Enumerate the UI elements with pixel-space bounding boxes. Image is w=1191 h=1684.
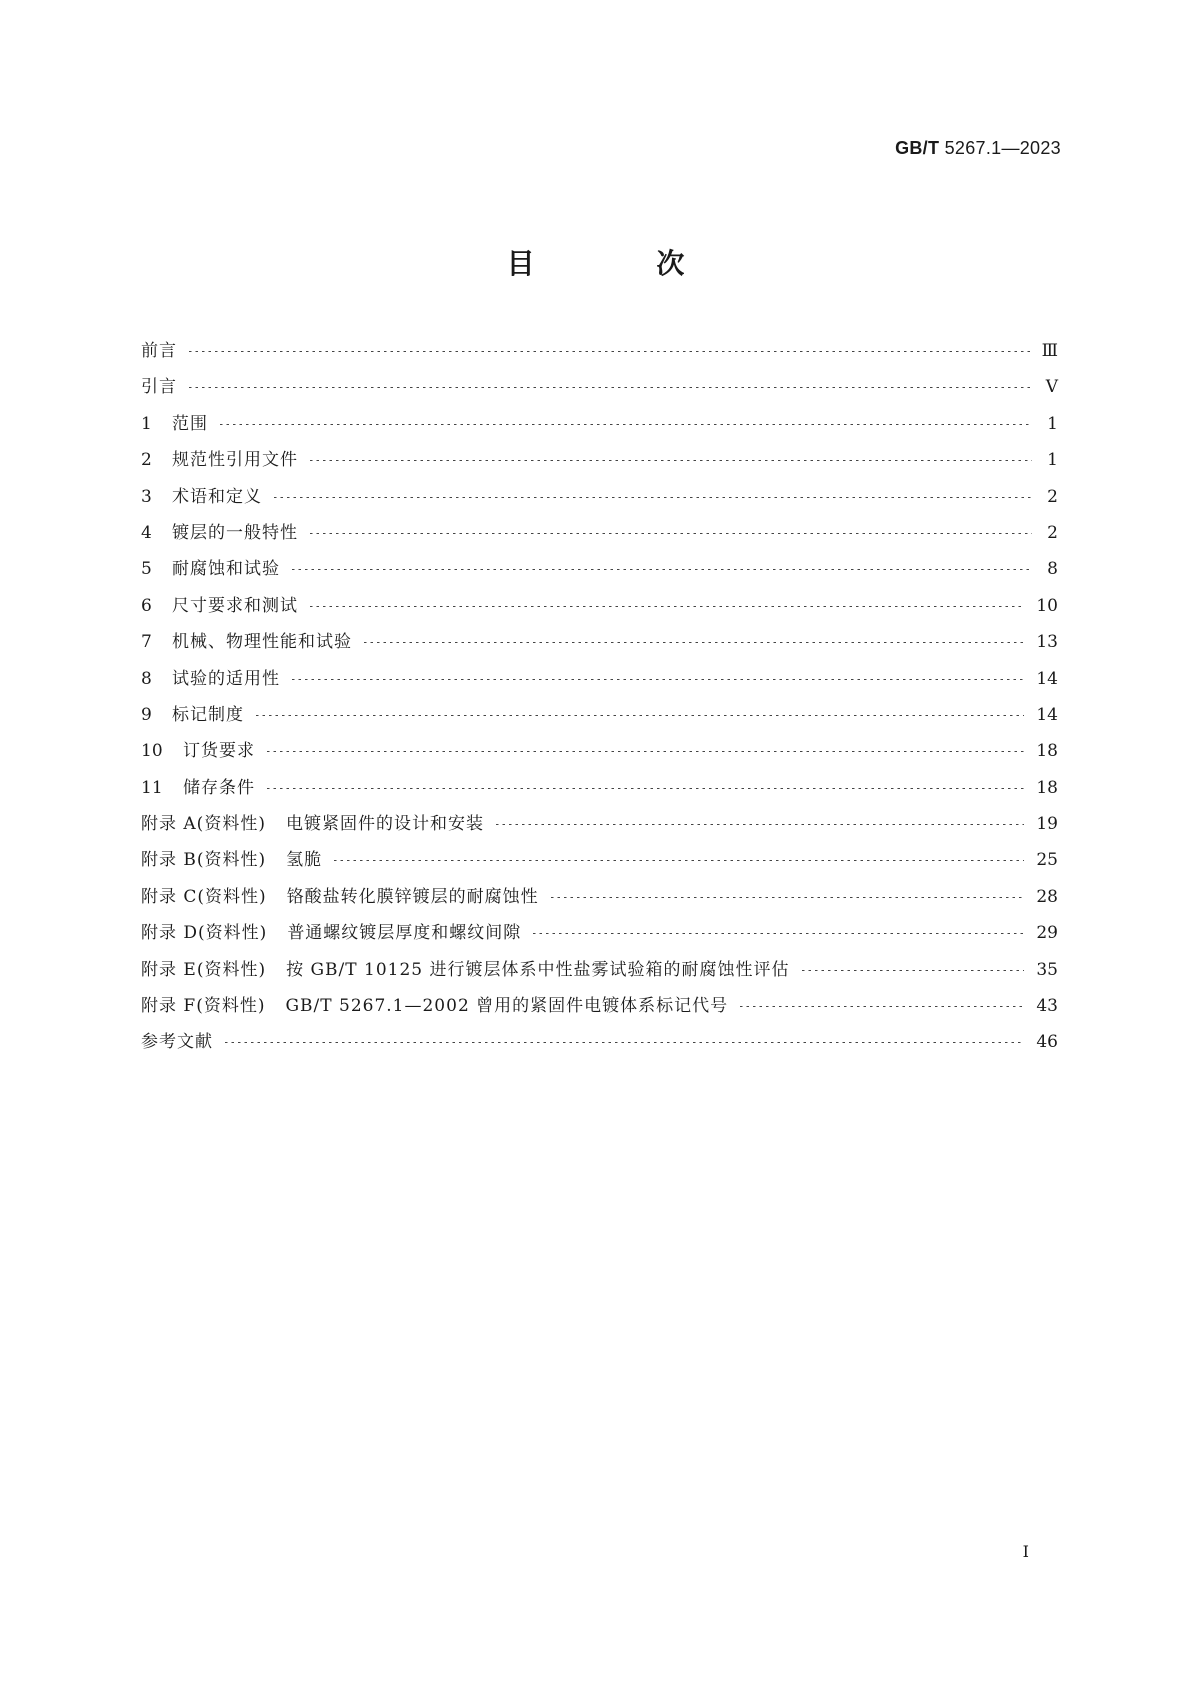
toc-entry[interactable]	[141, 627, 1058, 663]
toc-entry-label: 氢脆	[286, 850, 323, 871]
toc-entry-page: 35	[1036, 959, 1058, 980]
toc-entry-label: 参考文献	[141, 1032, 213, 1053]
toc-entry-number: 6	[141, 595, 152, 616]
toc-entry-number: 5	[141, 559, 152, 580]
toc-entry-label: 标记制度	[172, 704, 244, 725]
toc-entry[interactable]	[141, 518, 1058, 554]
toc-entry-page: Ⅴ	[1045, 377, 1058, 398]
toc-dot-leader	[800, 970, 1025, 971]
toc-dot-leader	[290, 679, 1024, 680]
toc-dot-leader	[308, 533, 1032, 534]
toc-entry-label: 储存条件	[183, 777, 255, 798]
toc-entry-label: GB/T 5267.1—2002 曾用的紧固件电镀体系标记代号	[285, 996, 729, 1017]
toc-entry-page: 2	[1047, 486, 1058, 507]
standard-prefix: GB/T	[895, 138, 940, 158]
toc-entry-label: 电镀紧固件的设计和安装	[285, 814, 484, 835]
toc-dot-leader	[290, 569, 1032, 570]
toc-entry-label: 范围	[172, 413, 208, 434]
toc-entry-label: 前言	[141, 341, 177, 361]
toc-dot-leader	[332, 860, 1024, 861]
toc-entry-page: 8	[1047, 559, 1058, 580]
toc-entry-label: 订货要求	[183, 741, 255, 762]
toc-dot-leader	[549, 897, 1025, 898]
toc-entry[interactable]	[141, 955, 1058, 991]
toc-entry-label: 尺寸要求和测试	[172, 595, 298, 616]
toc-entry[interactable]	[141, 736, 1058, 772]
toc-dot-leader	[187, 351, 1030, 352]
toc-entry-annex-prefix: 附录 F(资料性)	[141, 996, 266, 1017]
toc-entry-number: 9	[141, 704, 152, 725]
toc-dot-leader	[265, 751, 1024, 752]
toc-entry-page: 10	[1036, 595, 1058, 616]
toc-entry[interactable]	[141, 773, 1058, 809]
toc-entry-label: 耐腐蚀和试验	[172, 559, 280, 580]
toc-entry-page: 28	[1036, 886, 1058, 907]
toc-entry-annex-prefix: 附录 C(资料性)	[141, 886, 267, 907]
toc-entry[interactable]	[141, 482, 1058, 518]
toc-dot-leader	[494, 824, 1024, 825]
toc-entry-number: 8	[141, 668, 152, 689]
toc-entry[interactable]	[141, 845, 1058, 881]
toc-entry-page: 1	[1047, 450, 1058, 471]
toc-entry-page: 1	[1047, 413, 1058, 434]
toc-entry[interactable]	[141, 409, 1058, 445]
toc-dot-leader	[223, 1042, 1024, 1043]
toc-entry[interactable]	[141, 1027, 1058, 1063]
toc-entry-page: 46	[1036, 1032, 1058, 1053]
toc-entry-page: 13	[1036, 632, 1058, 653]
toc-dot-leader	[254, 715, 1024, 716]
toc-entry-number: 1	[141, 413, 152, 434]
toc-entry-page: 19	[1036, 814, 1058, 835]
toc-dot-leader	[362, 642, 1024, 643]
toc-entry[interactable]	[141, 664, 1058, 700]
toc-entry-annex-prefix: 附录 D(资料性)	[141, 923, 268, 944]
toc-entry-annex-prefix: 附录 E(资料性)	[141, 959, 267, 980]
toc-dot-leader	[308, 606, 1024, 607]
toc-entry-label: 普通螺纹镀层厚度和螺纹间隙	[287, 923, 522, 944]
toc-entry-number: 7	[141, 632, 152, 653]
standard-number: 5267.1—2023	[944, 138, 1061, 158]
toc-entry[interactable]	[141, 918, 1058, 954]
toc-entry-label: 引言	[141, 377, 177, 398]
toc-entry-label: 术语和定义	[172, 486, 262, 507]
toc-dot-leader	[531, 933, 1024, 934]
toc-entry-page: 14	[1036, 668, 1058, 689]
toc-entry-annex-prefix: 附录 A(资料性)	[141, 814, 266, 835]
toc-entry[interactable]	[141, 700, 1058, 736]
toc-entry[interactable]	[141, 991, 1058, 1027]
toc-dot-leader	[308, 460, 1032, 461]
toc-dot-leader	[265, 788, 1024, 789]
toc-dot-leader	[738, 1006, 1024, 1007]
toc-entry-page: 18	[1036, 741, 1058, 762]
toc-entry[interactable]	[141, 445, 1058, 481]
toc-entry[interactable]	[141, 336, 1058, 372]
toc-entry-number: 4	[141, 522, 152, 543]
toc-entry-number: 2	[141, 450, 152, 471]
toc-entry-number: 3	[141, 486, 152, 507]
page-title: 目 次	[506, 247, 741, 280]
toc-entry-page: 14	[1036, 704, 1058, 725]
table-of-contents	[141, 336, 1058, 1064]
toc-entry-page: 18	[1036, 777, 1058, 798]
standard-code	[895, 138, 1061, 159]
toc-entry-label: 试验的适用性	[172, 668, 280, 689]
toc-dot-leader	[272, 497, 1032, 498]
toc-entry[interactable]	[141, 809, 1058, 845]
toc-entry-page: 25	[1036, 850, 1058, 871]
page-number: Ⅰ	[1022, 1542, 1029, 1561]
toc-entry-page: Ⅲ	[1041, 341, 1058, 361]
toc-entry-label: 规范性引用文件	[172, 450, 298, 471]
toc-entry[interactable]	[141, 591, 1058, 627]
toc-dot-leader	[218, 424, 1032, 425]
toc-entry-label: 镀层的一般特性	[172, 522, 298, 543]
toc-entry[interactable]	[141, 882, 1058, 918]
toc-entry-number: 11	[141, 777, 163, 798]
toc-entry-page: 2	[1047, 522, 1058, 543]
toc-entry-label: 按 GB/T 10125 进行镀层体系中性盐雾试验箱的耐腐蚀性评估	[286, 959, 790, 980]
toc-entry-annex-prefix: 附录 B(资料性)	[141, 850, 267, 871]
toc-entry-number: 10	[141, 741, 163, 762]
toc-entry-label: 机械、物理性能和试验	[172, 632, 352, 653]
toc-entry-page: 43	[1036, 996, 1058, 1017]
toc-entry[interactable]	[141, 554, 1058, 590]
toc-entry-page: 29	[1036, 923, 1058, 944]
toc-entry[interactable]	[141, 372, 1058, 408]
toc-dot-leader	[187, 387, 1032, 388]
toc-entry-label: 铬酸盐转化膜锌镀层的耐腐蚀性	[286, 886, 539, 907]
